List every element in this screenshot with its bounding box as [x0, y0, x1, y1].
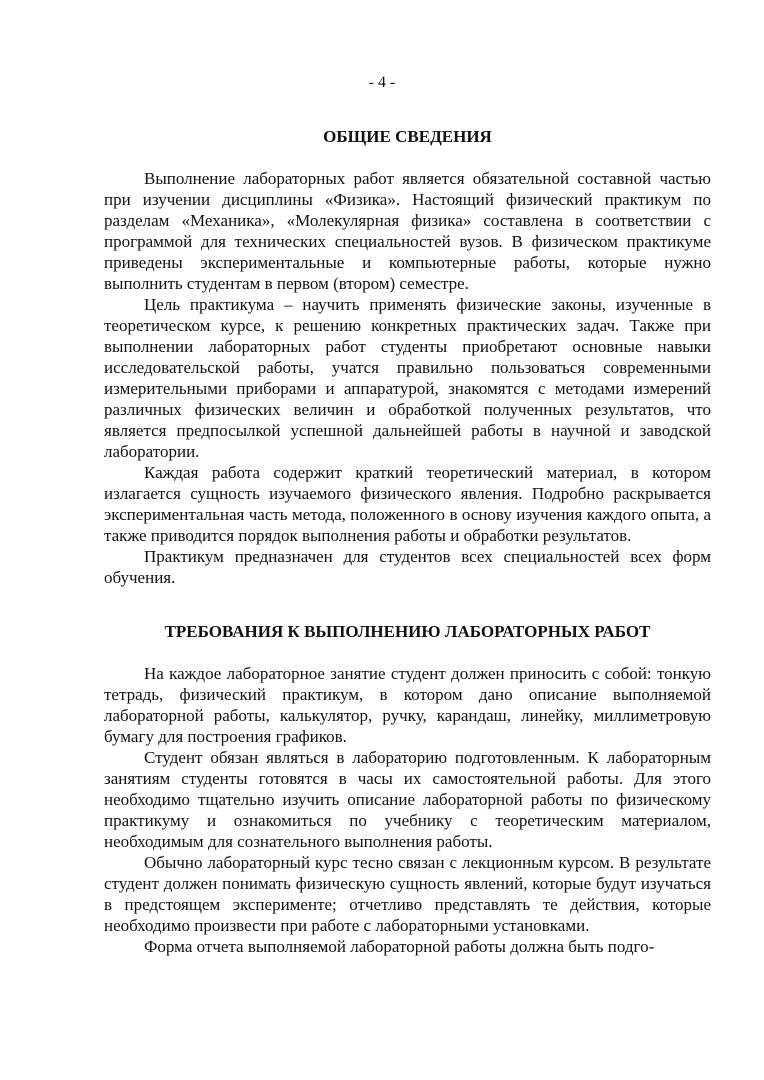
paragraph: Студент обязан являться в лабораторию подготовленным. К лабораторным занятиям студенты готовятся в часы их самостоятельной работы. Для этого необходимо тщательно изучить описание лабораторной работы по физическому практикуму и ознакомиться по учебнику с теоретическим материалом, необходимым для сознательного выполнения работы. — [104, 748, 711, 851]
section-title-lab-requirements: ТРЕБОВАНИЯ К ВЫПОЛНЕНИЮ ЛАБОРАТОРНЫХ РАБОТ — [164, 622, 651, 641]
paragraph: Практикум предназначен для студентов всех специальностей всех форм обучения. — [104, 547, 711, 587]
paragraph: Каждая работа содержит краткий теоретический материал, в котором излагается сущность изучаемого физического явления. Подробно раскрывается экспериментальная часть метода, положенного в основу изучения каждого опыта, а также приводится порядок выполнения работы и обработки результатов. — [104, 463, 711, 545]
paragraph: Цель практикума – научить применять физические законы, изученные в теоретическом курсе, к решению конкретных практических задач. Также при выполнении лабораторных работ студенты приобретают основные навыки исследовательской работы, учатся правильно пользоваться современными измерительными приборами и аппаратурой, знакомятся с методами измерений различных физических величин и обработкой полученных результатов, что является предпосылкой успешной дальнейшей работы в научной и заводской лаборатории. — [104, 295, 711, 461]
section-lab-requirements-body — [104, 663, 711, 957]
page-number: - 4 - — [368, 74, 396, 91]
section-general-info-body — [104, 168, 711, 588]
paragraph: Обычно лабораторный курс тесно связан с лекционным курсом. В результате студент должен понимать физическую сущность явлений, которые будут изучаться в предстоящем эксперименте; отчетливо представлять те действия, которые необходимо произвести при работе с лабораторными установками. — [104, 853, 711, 935]
paragraph: Форма отчета выполняемой лабораторной работы должна быть подго- — [144, 937, 655, 956]
paragraph: На каждое лабораторное занятие студент должен приносить с собой: тонкую тетрадь, физический практикум, в котором дано описание выполняемой лабораторной работы, калькулятор, ручку, карандаш, линейку, миллиметровую бумагу для построения графиков. — [104, 664, 711, 746]
paragraph: Выполнение лабораторных работ является обязательной составной частью при изучении дисциплины «Физика». Настоящий физический практикум по разделам «Механика», «Молекулярная физика» составлена в соответствии с программой для технических специальностей вузов. В физическом практикуме приведены экспериментальные и компьютерные работы, которые нужно выполнить студентам в первом (втором) семестре. — [104, 169, 711, 293]
section-title-general-info: ОБЩИЕ СВЕДЕНИЯ — [323, 127, 492, 146]
